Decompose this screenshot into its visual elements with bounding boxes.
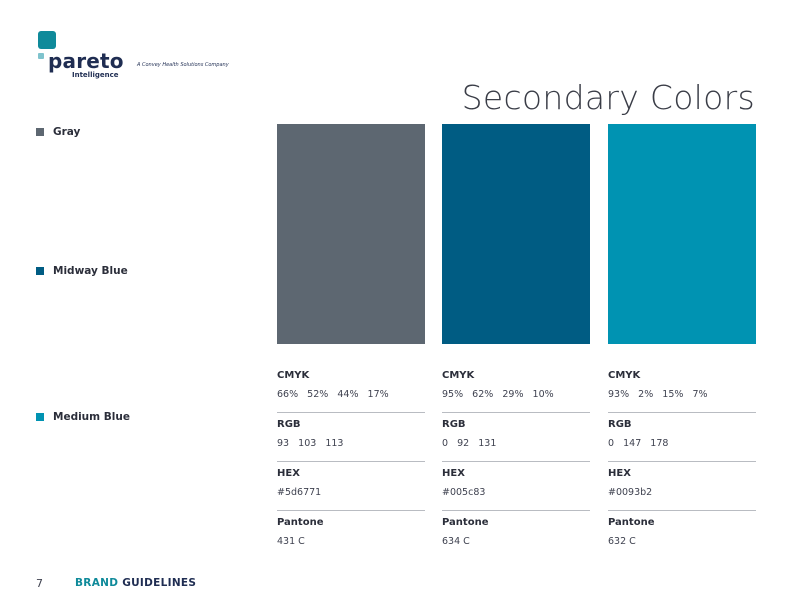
specs-gray [277,370,425,566]
spec-label: Pantone [277,517,324,528]
divider [277,461,425,462]
spec-cmyk [442,370,590,419]
midway-blue-square-icon [36,267,44,275]
spec-value: #0093b2 [608,487,653,498]
specs-midway-blue [442,370,590,566]
spec-label: Pantone [442,517,489,528]
spec-value: 0 147 178 [608,438,669,449]
divider [277,510,425,511]
footer-guidelines-word: GUIDELINES [122,577,197,589]
page-title: Secondary Colors [461,78,755,117]
spec-value: #5d6771 [277,487,322,498]
spec-label: RGB [442,419,466,430]
spec-pantone [608,517,756,566]
legend-item-midway-blue [36,265,128,277]
spec-label: HEX [442,468,465,479]
spec-label: RGB [608,419,632,430]
swatch-midway-blue [442,124,590,344]
legend-label: Medium Blue [53,411,130,423]
divider [442,461,590,462]
spec-label: CMYK [608,370,641,381]
medium-blue-square-icon [36,413,44,421]
spec-pantone [277,517,425,566]
spec-hex [608,468,756,517]
spec-value: 66% 52% 44% 17% [277,389,389,400]
spec-value: 634 C [442,536,470,547]
divider [277,412,425,413]
spec-value: 431 C [277,536,305,547]
logo-wordmark: pareto [48,49,124,73]
spec-cmyk [608,370,756,419]
divider [608,461,756,462]
specs-medium-blue [608,370,756,566]
logo-mark-icon [38,31,56,49]
legend-label: Gray [53,126,81,138]
footer-brand-guidelines [75,577,196,589]
legend-label: Midway Blue [53,265,128,277]
divider [442,412,590,413]
spec-label: HEX [277,468,300,479]
swatch-gray [277,124,425,344]
spec-label: Pantone [608,517,655,528]
spec-hex [442,468,590,517]
footer-brand-word: BRAND [75,577,119,589]
divider [608,412,756,413]
spec-value: 93 103 113 [277,438,344,449]
spec-value: 95% 62% 29% 10% [442,389,554,400]
swatch-medium-blue [608,124,756,344]
spec-rgb [277,419,425,468]
spec-value: 632 C [608,536,636,547]
logo-subtitle: Intelligence [72,71,119,79]
spec-label: RGB [277,419,301,430]
spec-pantone [442,517,590,566]
brand-tagline: A Convey Health Solutions Company [137,62,229,68]
spec-rgb [442,419,590,468]
legend-item-gray [36,126,80,138]
spec-label: HEX [608,468,631,479]
spec-rgb [608,419,756,468]
spec-value: 93% 2% 15% 7% [608,389,708,400]
gray-square-icon [36,128,44,136]
page-number: 7 [36,577,43,590]
spec-cmyk [277,370,425,419]
spec-label: CMYK [442,370,475,381]
legend-item-medium-blue [36,411,130,423]
spec-value: #005c83 [442,487,486,498]
divider [608,510,756,511]
logo-dot-icon [38,53,44,59]
spec-label: CMYK [277,370,310,381]
spec-hex [277,468,425,517]
spec-value: 0 92 131 [442,438,497,449]
divider [442,510,590,511]
